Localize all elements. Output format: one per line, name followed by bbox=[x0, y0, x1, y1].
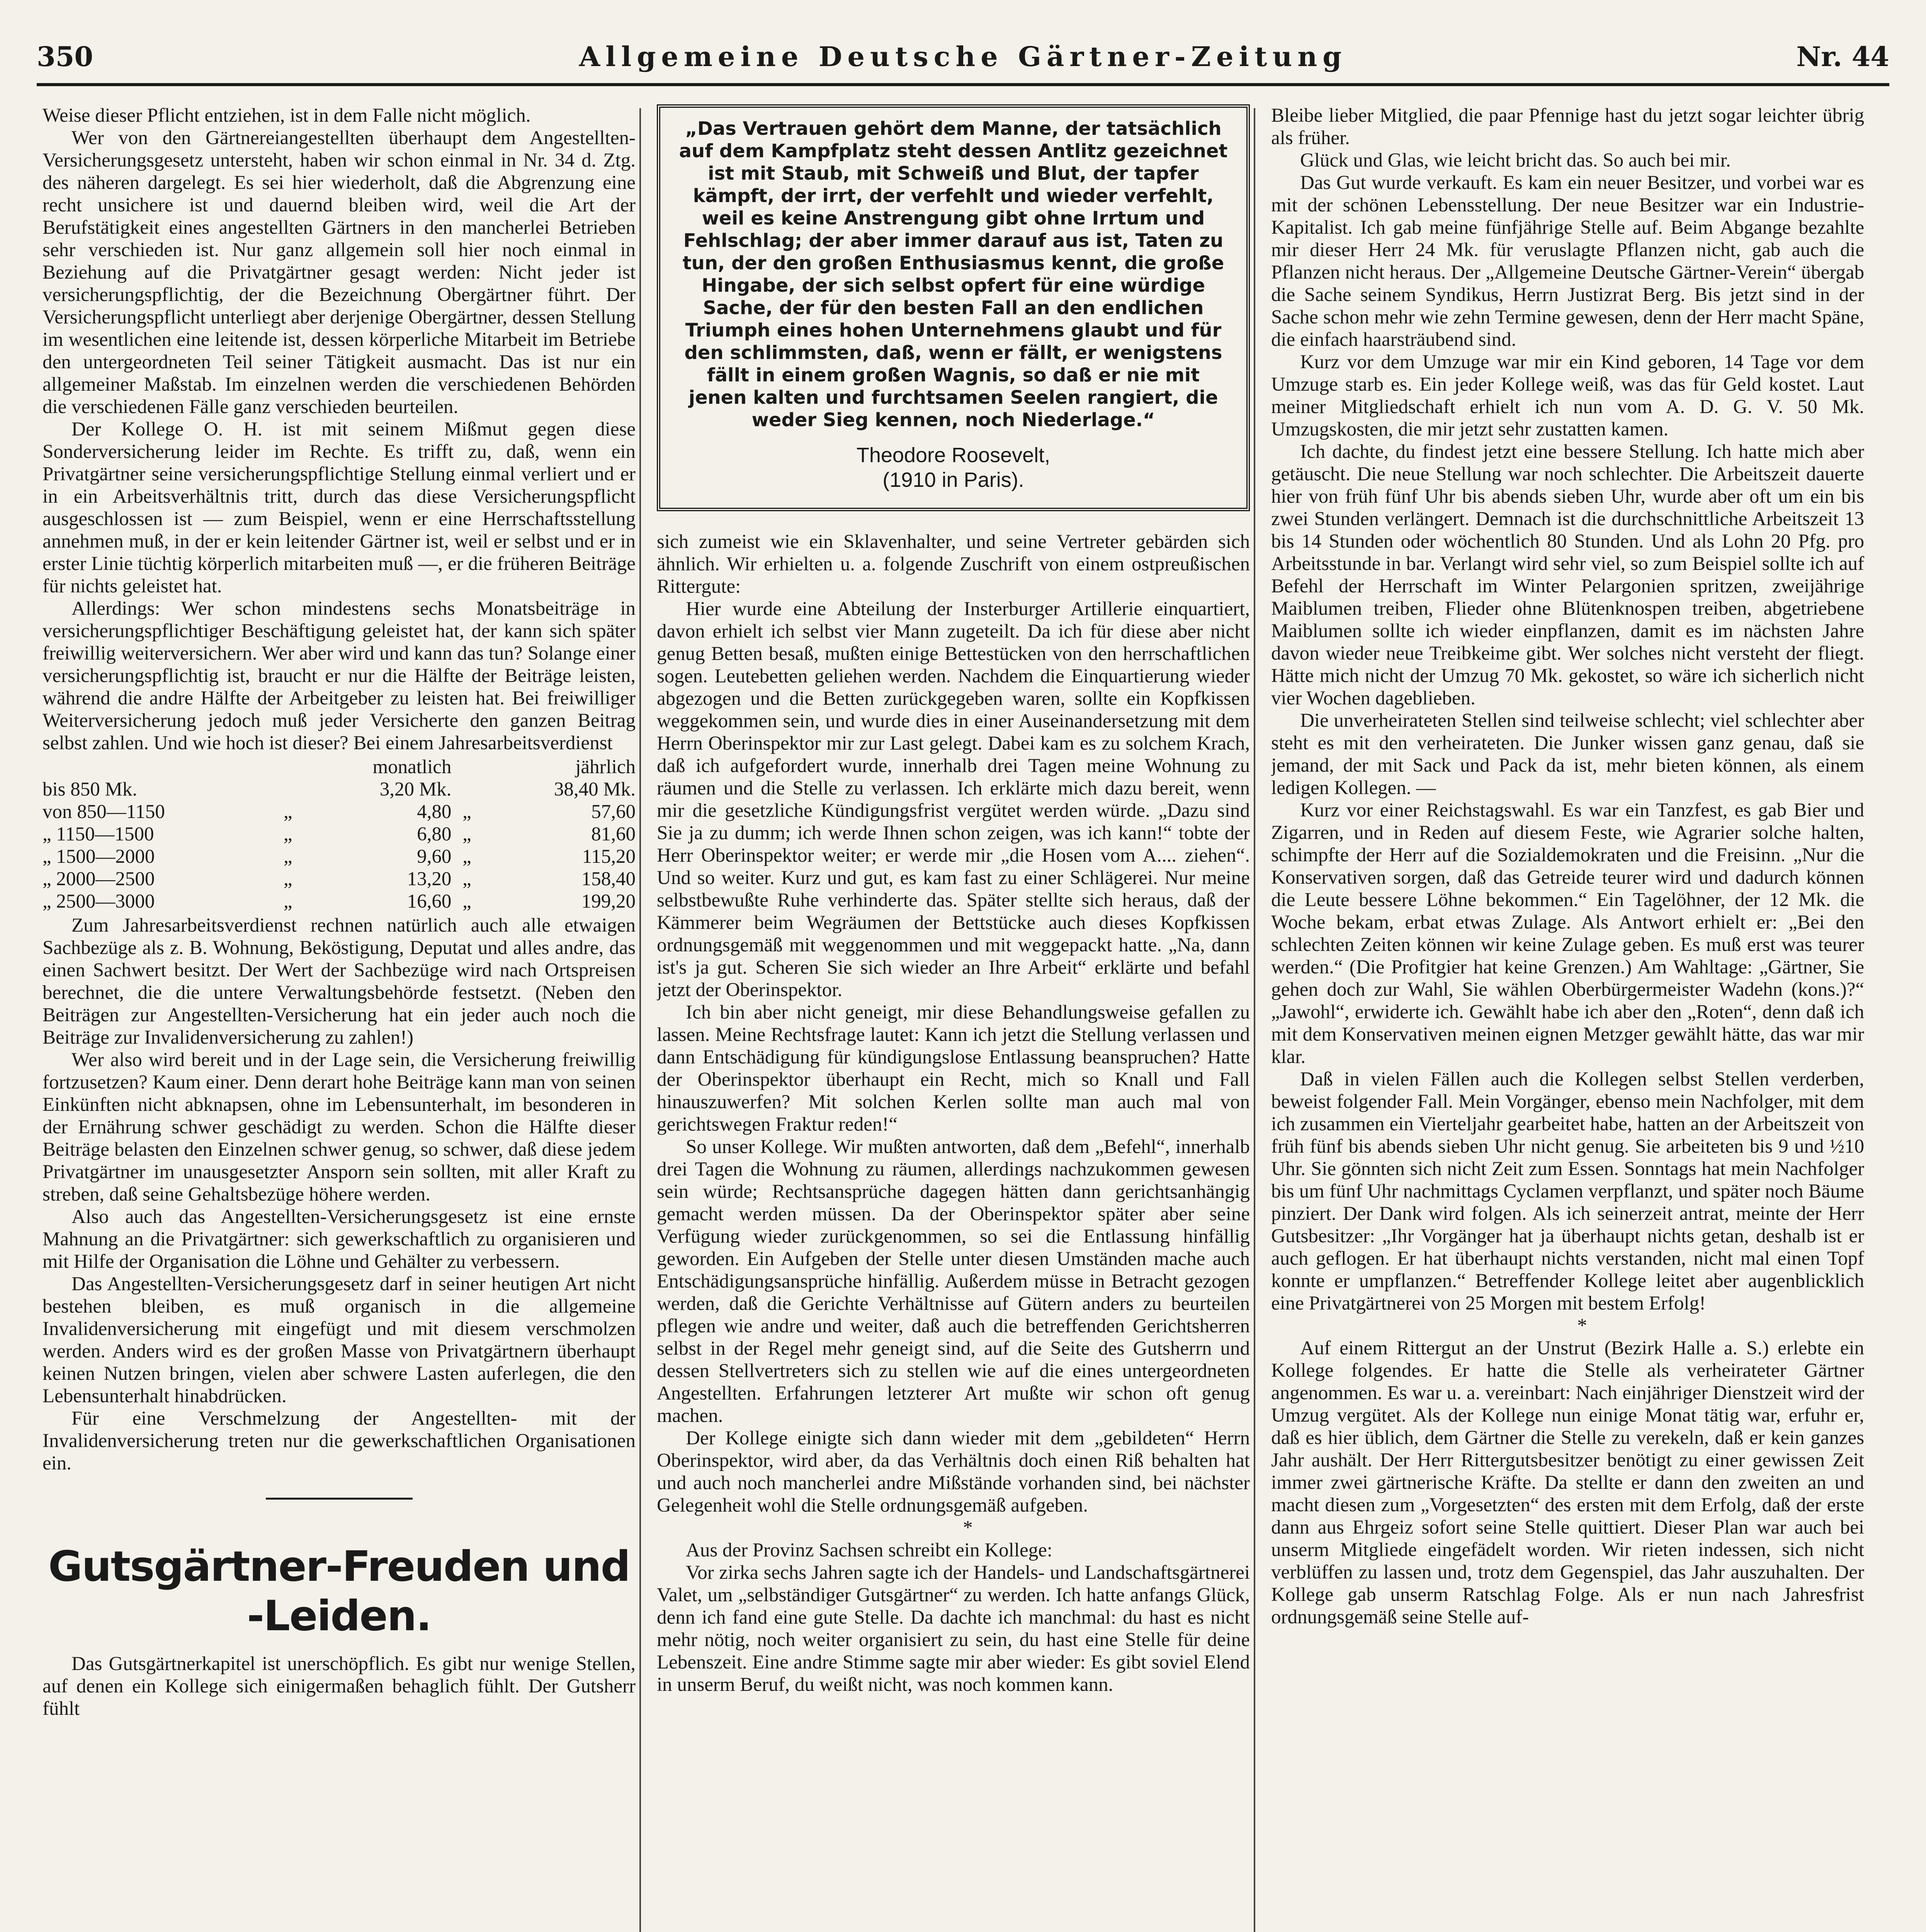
monthly-value: 4,80 bbox=[417, 801, 452, 823]
paragraph: Kurz vor einer Reichstagswahl. Es war ein Tanzfest, es gab Bier und Zigarren, und in Reden auf diesem Feste, wie Agrarier solche halten, schimpfte der Herr auf die Sozialdemokraten und die Freisinn. „Nur die Konservativen sorgen, daß das Getreide teurer wird und dadurch können die Leute bessere Löhne bekommen.“ Ein Tagelöhner, der 12 Mk. die Woche bekam, erbat etwas Zulage. Als Antwort erhielt er: „Bei den schlechten Zeiten können wir keine Zulage geben. Es muß erst was teurer werden.“ (Die Profitgier hat keine Grenzen.) Am Wahltage: „Gärtner, Sie gehen doch zur Wahl, Sie wählen Oberbürgermeister Wadehn (kons.)?“ „Jawohl“, erwiderte ich. Gewählt habe ich aber den „Roten“, denn daß ich mit dem Konservativen meinen eignen Metzger gewählt hätte, das war mir klar. bbox=[1271, 799, 1864, 1068]
newspaper-title: Allgemeine Deutsche Gärtner-Zeitung bbox=[579, 41, 1347, 73]
page-header bbox=[37, 37, 1889, 86]
ditto-mark: „ bbox=[283, 868, 292, 890]
column-2 bbox=[657, 104, 1250, 1932]
income-range: „ 2500—3000 bbox=[42, 891, 155, 912]
quote-text: „Das Vertrauen gehört dem Manne, der tatsächlich auf dem Kampfplatz steht dessen Antlitz gezeichnet ist mit Staub, mit Schweiß und Blut, der tapfer kämpft, der irrt, der verfehlt und wieder verfehlt, weil es keine Anstrengung gibt ohne Irrtum und Fehlschlag; der aber immer darauf aus ist, Taten zu tun, der den großen Enthusiasmus kennt, die große Hingabe, der sich selbst opfert für eine würdige Sache, der für den besten Fall an den endlichen Triumph eines hohen Unternehmens glaubt und für den schlimmsten, daß, wenn er fällt, er wenigstens fällt in einem großen Wagnis, so daß er nie mit jenen kalten und furchtsamen Seelen rangiert, die weder Sieg kennen, noch Niederlage.“ bbox=[679, 118, 1228, 431]
income-range: „ 1500—2000 bbox=[42, 846, 155, 867]
paragraph: Kurz vor dem Umzuge war mir ein Kind geboren, 14 Tage vor dem Umzuge starb es. Ein jeder Kollege weiß, was das für Geld kostet. Laut meiner Mitgliedschaft erhielt ich nun vom A. D. G. V. 50 Mk. Umzugskosten, die mir jetzt sehr zustatten kamen. bbox=[1271, 351, 1864, 440]
paragraph: Das Gut wurde verkauft. Es kam ein neuer Besitzer, und vorbei war es mit der schönen Lebensstellung. Der neue Besitzer war ein Industrie-Kapitalist. Ich gab meine fünfjährige Stelle auf. Beim Abgange bezahlte mir dieser Herr 24 Mk. für veruslagte Pflanzen nicht, gab auch die Pflanzen nicht heraus. Der „Allgemeine Deutsche Gärtner-Verein“ übergab die Sache seinem Syndikus, Herrn Justizrat Berg. Bis jetzt sind in der Sache schon mehr wie zehn Termine gewesen, denn der Herr macht Späne, die einfach haarsträubend sind. bbox=[1271, 172, 1864, 350]
paragraph: Also auch das Angestellten-Versicherungsgesetz ist eine ernste Mahnung an die Privatgärtner: sich gewerkschaftlich zu organisieren und mit Hilfe der Organisation die Löhne und Gehälter zu verbessern. bbox=[42, 1206, 636, 1272]
paragraph: So unser Kollege. Wir mußten antworten, daß dem „Befehl“, innerhalb drei Tagen die Wohnung zu räumen, allerdings nachzukommen gewesen sein würde; Rechtsansprüche dagegen hätten dann gerichtsanhängig gemacht werden müssen. Da der Oberinspektor später aber seine Verfügung wieder zurückgenommen, so sei die Entlassung hinfällig geworden. Ein Aufgeben der Stelle unter diesen Umständen mache auch Entschädigungsansprüche hinfällig. Außerdem müsse in Betracht gezogen werden, daß die Gerichte Verhältnisse auf Gütern anders zu beurteilen pflegen wie andre und weiter, daß auch die betreffenden Gerichtsherren selbst in der Regel mehr geneigt sind, auf die Seite des Gutsherrn und dessen Stellvertreters sich zu stellen wie auf die eines untergeordneten Angestellten. Erfahrungen letzterer Art mußte wir schon oft genug machen. bbox=[657, 1136, 1250, 1427]
yearly-value: 57,60 bbox=[591, 801, 636, 823]
issue-number: Nr. 44 bbox=[1796, 41, 1889, 73]
paragraph: Bleibe lieber Mitglied, die paar Pfennige hast du jetzt sogar leichter übrig als früher. bbox=[1271, 105, 1864, 149]
paragraph: Weise dieser Pflicht entziehen, ist in dem Falle nicht möglich. bbox=[42, 105, 531, 126]
paragraph: Für eine Verschmelzung der Angestellten- mit der Invalidenversicherung treten nur die gewerkschaftlichen Organisationen ein. bbox=[42, 1408, 636, 1474]
paragraph: Aus der Provinz Sachsen schreibt ein Kollege: bbox=[686, 1539, 1052, 1561]
table-header-row bbox=[42, 756, 636, 778]
column-1 bbox=[42, 104, 636, 1932]
paragraph: Zum Jahresarbeitsverdienst rechnen natürlich auch alle etwaigen Sachbezüge als z. B. Wohnung, Beköstigung, Deputat und alles andre, das einen Sachwert besitzt. Der Wert der Sachbezüge wird nach Ortspreisen berechnet, die die untere Verwaltungsbehörde festsetzt. (Neben den Beiträgen zur Angestellten-Versicherung hat ein jeder auch noch die Beiträge zur Invalidenversicherung zu zahlen!) bbox=[42, 915, 636, 1048]
ditto-mark: „ bbox=[462, 846, 471, 867]
paragraph: Ich dachte, du findest jetzt eine bessere Stellung. Ich hatte mich aber getäuscht. Die neue Stellung war noch schlechter. Die Arbeitszeit dauerte hier von früh fünf Uhr bis abends sieben Uhr, wurde aber oft um ein bis zwei Stunden verlängert. Demnach ist die durchschnittliche Arbeitszeit 13 bis 14 Stunden oder wöchentlich 80 Stunden. Und als Lohn 20 Pfg. pro Arbeitsstunde in bar. Verlangt wird sehr viel, so zum Beispiel sollte ich auf Befehl der Herrschaft im Winter Pelargonien spritzen, zweijährige Maiblumen treiben, Flieder ohne Blütenknospen treiben, abgetriebene Maiblumen sollte ich wieder einpflanzen, damit es im nächsten Jahre davon wieder neue Treibkeime gibt. Wer solches nicht versteht der fliegt. Hätte mich nicht der Umzug 70 Mk. gekostet, so wäre ich sicherlich nicht vier Wochen dageblieben. bbox=[1271, 441, 1864, 709]
paragraph: Wer also wird bereit und in der Lage sein, die Versicherung freiwillig fortzusetzen? Kaum einer. Denn derart hohe Beiträge kann man von seinen Einkünften nicht abknapsen, ohne im Lebensunterhalt, im besonderen in der Ernährung schwer geschädigt zu werden. Schon die Hälfte dieser Beiträge belasten den Einzelnen schwer genug, so schwer, daß diese jedem Privatgärtner im unausgesetzter Ansporn sein sollten, mit aller Kraft zu streben, daß seine Gehaltsbezüge höhere werden. bbox=[42, 1049, 636, 1205]
paragraph: Auf einem Rittergut an der Unstrut (Bezirk Halle a. S.) erlebte ein Kollege folgendes. Er hatte die Stelle als verheirateter Gärtner angenommen. Es war u. a. vereinbart: Nach einjähriger Dienstzeit wird der Umzug vergütet. Als der Kollege nun einige Monat tätig war, erfuhr er, daß es hier üblich, dem Gärtner die Stelle zu verekeln, daß er kein ganzes Jahr aushält. Der Herr Rittergutsbesitzer benötigt zu einer gewissen Zeit immer zwei gärtnerische Kräfte. Da stellte er dann den zweiten an und macht diesen zum „Vorgesetzten“ des ersten mit dem Erfolg, daß der erste dann aus Ehrgeiz sofort seine Stelle quittiert. Dieser Plan war auch bei unserm Mitgliede eingefädelt worden. Wir rieten indessen, sich nicht verblüffen zu lassen und, trotz dem Gegenspiel, das Jahr auszuhalten. Der Kollege gab unserm Ratschlag Folge. Als er nun nach Jahresfrist ordnungsgemäß seine Stelle auf- bbox=[1271, 1337, 1864, 1628]
column-header: monatlich bbox=[372, 756, 452, 778]
column-3 bbox=[1271, 104, 1864, 1932]
ditto-mark: „ bbox=[283, 823, 292, 845]
monthly-value: 9,60 bbox=[417, 846, 452, 867]
section-separator bbox=[266, 1498, 413, 1500]
contribution-table bbox=[42, 756, 636, 913]
paragraph: Daß in vielen Fällen auch die Kollegen selbst Stellen verderben, beweist folgender Fall. Mein Vorgänger, ebenso mein Nachfolger, mit dem ich zusammen ein Vierteljahr gearbeitet habe, hatten an der Arbeitszeit von früh fünf bis abends sieben Uhr nicht genug. Sie arbeiteten bis 9 und ½10 Uhr. Sie gönnten sich nicht Zeit zum Essen. Sonntags hat mein Nachfolger bis um fünf Uhr nachmittags Cyclamen verpflanzt, und später noch Bäume pinziert. Der Dank wird folgen. Als ich seinerzeit antrat, meinte der Herr Gutsbesitzer: „Ihr Vorgänger hat ja überhaupt nichts getan, deshalb ist er auch geflogen. Er hat überhaupt nichts verstanden, nicht mal einen Topf konnte er umpflanzen.“ Betreffender Kollege leitet aber augenblicklich eine Privatgärtnerei von 25 Morgen mit bestem Erfolg! bbox=[1271, 1068, 1864, 1314]
paragraph: Vor zirka sechs Jahren sagte ich der Handels- und Landschaftsgärtnerei Valet, um „selbständiger Gutsgärtner“ zu werden. Ich hatte anfangs Glück, denn ich fand eine gute Stelle. Da dachte ich manchmal: du hast es nicht mehr nötig, noch weiter organisiert zu sein, du hast eine Stelle für deine Lebenszeit. Eine andre Stimme sagte mir aber wieder: Es gibt soviel Elend in unserm Beruf, du weißt nicht, was noch kommen kann. bbox=[657, 1562, 1250, 1696]
column-divider bbox=[639, 108, 641, 1932]
paragraph: Der Kollege einigte sich dann wieder mit dem „gebildeten“ Herrn Oberinspektor, wird aber, da das Verhältnis doch einen Riß behalten hat und auch noch mancherlei andre Mißstände vorhanden sind, bei nächster Gelegenheit wohl die Stelle ordnungsgemäß aufgeben. bbox=[657, 1427, 1250, 1516]
yearly-value: 115,20 bbox=[582, 846, 636, 867]
ditto-mark: „ bbox=[283, 846, 292, 867]
quote-place: (1910 in Paris). bbox=[882, 468, 1024, 492]
ditto-mark: „ bbox=[462, 801, 471, 823]
table-row bbox=[42, 778, 636, 801]
paragraph: Glück und Glas, wie leicht bricht das. So auch bei mir. bbox=[1300, 150, 1731, 171]
section-star: * bbox=[963, 1517, 973, 1539]
income-range: von 850—1150 bbox=[42, 801, 165, 823]
income-range: „ 2000—2500 bbox=[42, 868, 155, 890]
column-divider bbox=[1254, 108, 1255, 1932]
ditto-mark: „ bbox=[462, 891, 471, 912]
ditto-mark: „ bbox=[283, 801, 292, 823]
table-row bbox=[42, 868, 636, 890]
ditto-mark: „ bbox=[462, 868, 471, 890]
page-number: 350 bbox=[37, 41, 93, 73]
table-row bbox=[42, 890, 636, 913]
ditto-mark: „ bbox=[283, 891, 292, 912]
table-row bbox=[42, 845, 636, 868]
quote-author: Theodore Roosevelt, bbox=[856, 444, 1051, 467]
monthly-value: 16,60 bbox=[407, 891, 452, 912]
paragraph: Der Kollege O. H. ist mit seinem Mißmut gegen diese Sonderversicherung leider im Rechte. Es trifft zu, daß, wenn ein Privatgärtner seine versicherungspflichtige Stellung einmal verliert und er in ein Arbeitsverhältnis tritt, durch das diese Versicherungspflicht ausgeschlossen ist — zum Beispiel, wenn er eine Herrschaftsstellung annehmen muß, in der er kein leitender Gärtner ist, weil er selbst und er in erster Linie tüchtig körperlich mitarbeiten muß —, er die früheren Beiträge für nichts geleistet hat. bbox=[42, 418, 636, 597]
paragraph: Hier wurde eine Abteilung der Insterburger Artillerie einquartiert, davon erhielt ich selbst vier Mann zugeteilt. Da ich für diese aber nicht genug Betten besaß, mußten einige Bettestücken von den herrschaftlichen sogen. Leutebetten geliehen werden. Nachdem die Einquartierung wieder abgezogen und die Betten zurückgegeben waren, sollte ein Kopfkissen weggekommen sein, und wurde dies in einer Auseinandersetzung mit dem Herrn Oberinspektor mir zur Last gelegt. Dabei kam es zu solchem Krach, daß ich aufgefordert wurde, innerhalb drei Tagen meine Wohnung zu räumen und die Stelle zu verlassen. Ich erklärte mich dazu bereit, wenn mir die gesetzliche Kündigungsfrist vergütet werden würde. „Dazu sind Sie ja zu dumm; ich werde Ihnen schon zeigen, was ich kann!“ tobte der Herr Oberinspektor weiter; er werde mir „die Hosen vom A.... ziehen“. Und so weiter. Kurz und gut, es kam fast zu einer Schlägerei. Nur meine selbstbewußte Ruhe verhinderte das. Später stellte sich heraus, daß der Kämmerer beim Wegräumen der Bettstücke auch dieses Kopfkissen ordnungsgemäß mit weggenommen und mit weggepackt hatte. „Na, dann ist's ja gut. Scheren Sie sich wieder an Ihre Arbeit“ erklärte und befahl jetzt der Oberinspektor. bbox=[657, 598, 1250, 1001]
yearly-value: 158,40 bbox=[581, 868, 636, 890]
monthly-value: 3,20 Mk. bbox=[379, 779, 452, 800]
quote-box bbox=[657, 104, 1250, 511]
paragraph: Das Angestellten-Versicherungsgesetz darf in seiner heutigen Art nicht bestehen bleiben, es muß organisch in die allgemeine Invalidenversicherung mit eingefügt und mit diesem verschmolzen werden. Anders wird es der großen Masse von Privatgärtnern überhaupt keinen Nutzen bringen, vielen aber schwere Lasten auferlegen, die den Lebensunterhalt hinabdrücken. bbox=[42, 1273, 636, 1407]
monthly-value: 6,80 bbox=[417, 823, 452, 845]
yearly-value: 81,60 bbox=[591, 823, 636, 845]
income-range: bis 850 Mk. bbox=[42, 779, 138, 800]
table-row bbox=[42, 823, 636, 845]
table-row bbox=[42, 801, 636, 823]
paragraph: Wer von den Gärtnereiangestellten überhaupt dem Angestellten-Versicherungsgesetz untersteht, haben wir schon einmal in Nr. 34 d. Ztg. des näheren dargelegt. Es sei hier wiederholt, daß die Abgrenzung eine recht unsichere ist und dauernd bleiben wird, weil die Art der Berufstätigkeit eines angestellten Gärtners in den mancherlei Betrieben sehr verschieden ist. Nur ganz allgemein soll hier noch einmal in Beziehung auf die Privatgärtner gesagt werden: Nicht jeder ist versicherungspflichtig, der die Bezeichnung Obergärtner führt. Der Versicherungspflicht unterliegt aber derjenige Obergärtner, dessen Stellung im wesentlichen eine leitende ist, dessen körperliche Mitarbeit im Betriebe den untergeordneten Teil seiner Tätigkeit ausmacht. Das ist nur ein allgemeiner Maßstab. Im einzelnen werden die verschiedenen Behörden die verschiedenen Fälle ganz verschieden beurteilen. bbox=[42, 127, 636, 418]
yearly-value: 199,20 bbox=[581, 891, 636, 912]
paragraph: Die unverheirateten Stellen sind teilweise schlecht; viel schlechter aber steht es mit den verheirateten. Die Junker wissen ganz genau, daß sie jemand, der mit Sack und Pack da ist, mehr bieten können, als einem ledigen Kollegen. — bbox=[1271, 710, 1864, 799]
paragraph: sich zumeist wie ein Sklavenhalter, und seine Vertreter gebärden sich ähnlich. Wir erhielten u. a. folgende Zuschrift von einem ostpreußischen Rittergute: bbox=[657, 531, 1250, 597]
paragraph: Ich bin aber nicht geneigt, mir diese Behandlungsweise gefallen zu lassen. Meine Rechtsfrage lautet: Kann ich jetzt die Stellung verlassen und dann Entschädigung für kündigungslose Entlassung beanspruchen? Hatte der Oberinspektor überhaupt ein Recht, mich so Knall und Fall hinauszuwerfen? Mit solchen Kerlen sollte man auch mal von gerichtswegen Fraktur reden!“ bbox=[657, 1002, 1250, 1135]
paragraph: Allerdings: Wer schon mindestens sechs Monatsbeiträge in versicherungspflichtiger Beschäftigung geleistet hat, der kann sich später freiwillig weiterversichern. Wer aber wird und kann das tun? Solange einer versicherungspflichtig ist, braucht er nur die Hälfte der Beiträge leisten, während die andre Hälfte der Arbeitgeber zu leisten hat. Bei freiwilliger Weiterversicherung jedoch muß jeder Versicherte den ganzen Beitrag selbst zahlen. Und wie hoch ist dieser? Bei einem Jahresarbeitsverdienst bbox=[42, 598, 636, 754]
monthly-value: 13,20 bbox=[407, 868, 452, 890]
ditto-mark: „ bbox=[462, 823, 471, 845]
section-star: * bbox=[1577, 1315, 1587, 1337]
column-header: jährlich bbox=[575, 756, 636, 778]
paragraph: Das Gutsgärtnerkapitel ist unerschöpflich. Es gibt nur wenige Stellen, auf denen ein Kollege sich einigermaßen behaglich fühlt. Der Gutsherr fühlt bbox=[42, 1653, 636, 1719]
article-title: Gutsgärtner-Freuden und -Leiden. bbox=[48, 1543, 630, 1640]
yearly-value: 38,40 Mk. bbox=[554, 779, 636, 800]
income-range: „ 1150—1500 bbox=[42, 823, 154, 845]
